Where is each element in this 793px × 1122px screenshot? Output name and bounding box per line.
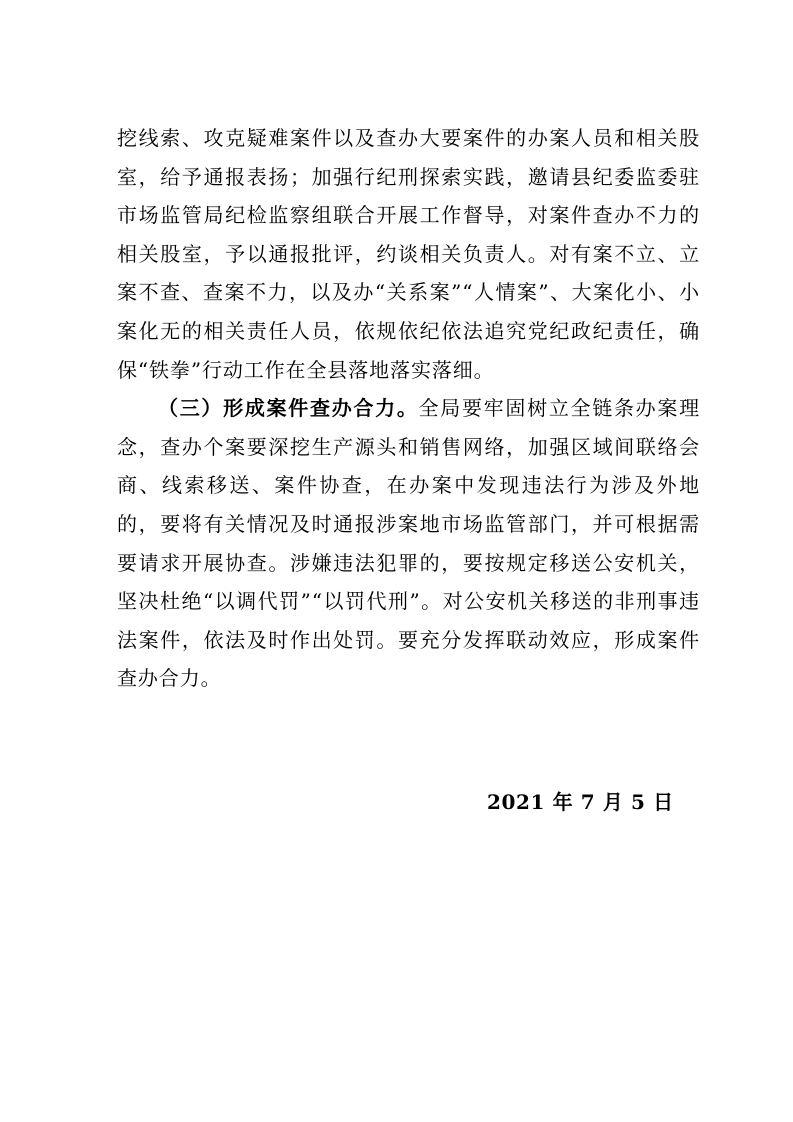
section-3-paragraph xyxy=(117,389,700,698)
section-3-body: 全局要牢固树立全链条办案理念，查办个案要深挖生产源头和销售网络，加强区域间联络会商、线索移送、案件协查，在办案中发现违法行为涉及外地的，要将有关情况及时通报涉案地市场监管部门，并可根据需要请求开展协查。涉嫌违法犯罪的，要按规定移送公安机关，坚决杜绝“以调代罚”“以罚代刑”。对公安机关移送的非刑事违法案件，依法及时作出处罚。要充分发挥联动效应，形成案件查办合力。 xyxy=(117,396,700,691)
document-date: 2021 年 7 月 5 日 xyxy=(487,790,674,814)
document-body xyxy=(117,119,700,698)
paragraph-continuation: 挖线索、攻克疑难案件以及查办大要案件的办案人员和相关股室，给予通报表扬；加强行纪刑探索实践，邀请县纪委监委驻市场监管局纪检监察组联合开展工作督导，对案件查办不力的相关股室，予以通报批评，约谈相关负责人。对有案不立、立案不查、查案不力，以及办“关系案”“人情案”、大案化小、小案化无的相关责任人员，依规依纪依法追究党纪政纪责任，确保“铁拳”行动工作在全县落地落实落细。 xyxy=(117,126,700,382)
section-3-heading: （三）形成案件查办合力。 xyxy=(158,396,419,421)
